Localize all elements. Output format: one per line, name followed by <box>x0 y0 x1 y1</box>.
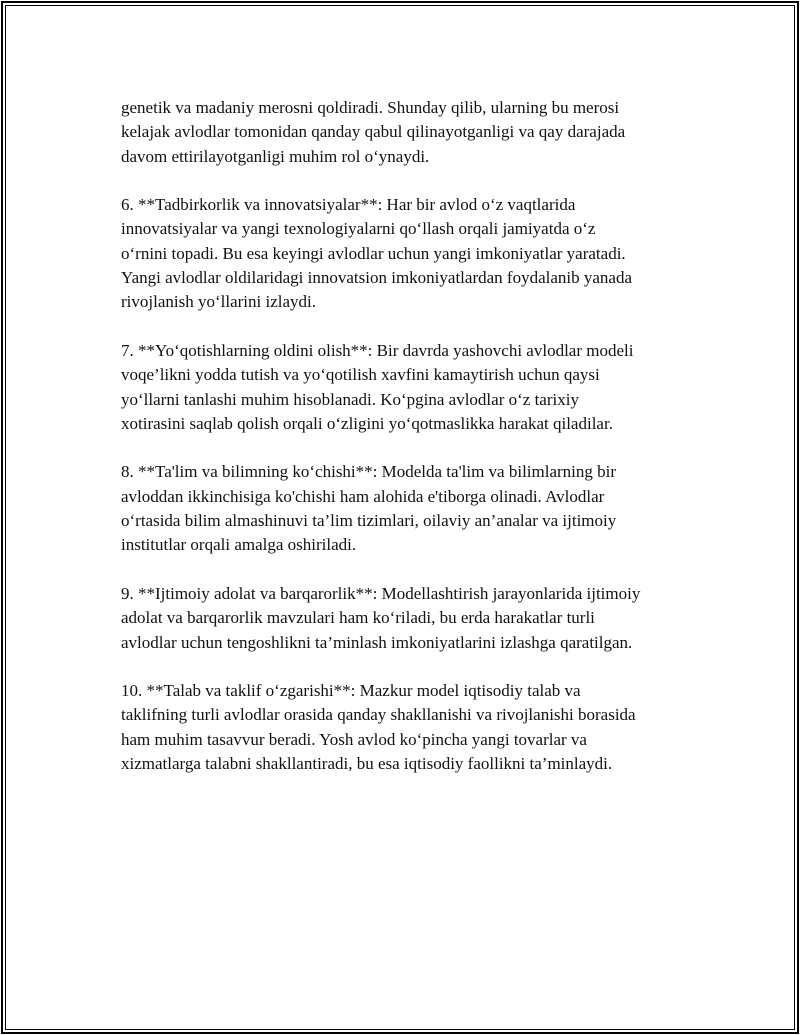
text-line: adolat va barqarorlik mavzulari ham ko‘riladi, bu erda harakatlar turli <box>121 608 595 628</box>
text-line: taklifning turli avlodlar orasida qanday shakllanishi va rivojlanishi borasida <box>121 705 636 725</box>
text-line: 9. **Ijtimoiy adolat va barqarorlik**: Modellashtirish jarayonlarida ijtimoiy <box>121 583 641 603</box>
paragraph-item-6 <box>121 193 711 314</box>
text-line: yo‘llarni tanlashi muhim hisoblanadi. Ko‘pgina avlodlar o‘z tarixiy <box>121 389 579 409</box>
text-line: 7. **Yo‘qotishlarning oldini olish**: Bir davrda yashovchi avlodlar modeli <box>121 340 634 360</box>
text-line: Yangi avlodlar oldilaridagi innovatsion imkoniyatlardan foydalanib yanada <box>121 268 632 288</box>
text-line: ham muhim tasavvur beradi. Yosh avlod ko‘pincha yangi tovarlar va <box>121 729 587 749</box>
text-line: kelajak avlodlar tomonidan qanday qabul qilinayotganligi va qay darajada <box>121 122 626 142</box>
text-line: 6. **Tadbirkorlik va innovatsiyalar**: Har bir avlod o‘z vaqtlarida <box>121 195 576 215</box>
text-line: genetik va madaniy merosni qoldiradi. Shunday qilib, ularning bu merosi <box>121 98 620 117</box>
text-line: rivojlanish yo‘llarini izlaydi. <box>121 292 316 312</box>
text-line: 10. **Talab va taklif o‘zgarishi**: Mazkur model iqtisodiy talab va <box>121 681 581 701</box>
text-line: xizmatlarga talabni shakllantiradi, bu esa iqtisodiy faollikni ta’minlaydi. <box>121 754 613 774</box>
paragraph-continuation <box>121 96 711 169</box>
text-line: institutlar orqali amalga oshiriladi. <box>121 535 357 555</box>
paragraph-item-10 <box>121 679 711 776</box>
text-line: o‘rnini topadi. Bu esa keyingi avlodlar uchun yangi imkoniyatlar yaratadi. <box>121 243 626 263</box>
paragraph-item-9 <box>121 582 711 655</box>
paragraph-item-7 <box>121 339 711 436</box>
text-line: davom ettirilayotganligi muhim rol o‘ynaydi. <box>121 146 430 166</box>
document-body <box>121 96 711 801</box>
paragraph-item-8 <box>121 460 711 557</box>
text-line: xotirasini saqlab qolish orqali o‘zligini yo‘qotmaslikka harakat qiladilar. <box>121 413 613 433</box>
text-line: avloddan ikkinchisiga ko'chishi ham alohida e'tiborga olinadi. Avlodlar <box>121 486 605 506</box>
text-line: avlodlar uchun tengoshlikni ta’minlash imkoniyatlarini izlashga qaratilgan. <box>121 632 633 652</box>
text-line: innovatsiyalar va yangi texnologiyalarni qo‘llash orqali jamiyatda o‘z <box>121 219 596 239</box>
text-line: 8. **Ta'lim va bilimning ko‘chishi**: Modelda ta'lim va bilimlarning bir <box>121 462 617 482</box>
text-line: voqe’likni yodda tutish va yo‘qotilish xavfini kamaytirish uchun qaysi <box>121 365 600 385</box>
page-frame <box>1 1 799 1034</box>
text-line: o‘rtasida bilim almashinuvi ta’lim tizimlari, oilaviy an’analar va ijtimoiy <box>121 511 617 531</box>
